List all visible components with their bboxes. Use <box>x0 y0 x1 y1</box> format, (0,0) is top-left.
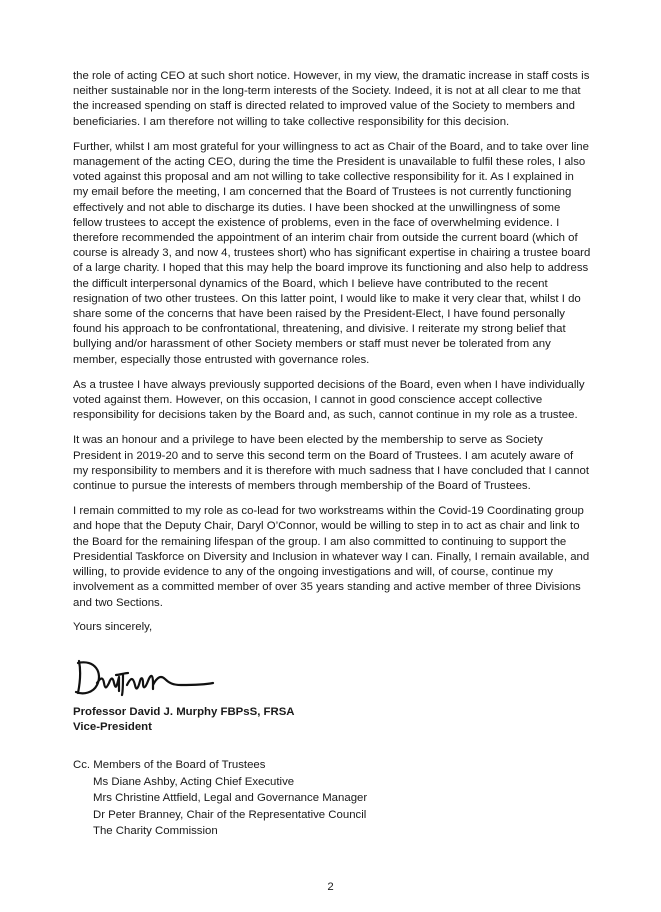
letter-body <box>73 69 591 611</box>
signer-title: Vice-President <box>73 720 152 733</box>
cc-heading: Cc. Members of the Board of Trustees <box>73 759 266 772</box>
handwritten-signature <box>73 655 223 699</box>
cc-recipient: Mrs Christine Attfield, Legal and Governance Manager <box>93 792 368 805</box>
cc-list <box>73 757 591 840</box>
paragraph: Further, whilst I am most grateful for your willingness to act as Chair of the Board, and to take over line management of the acting CEO, during the time the President is unavailable to fulfil these roles, I also voted against this proposal and am not willing to take collective responsibility for it. As I explained in my email before the meeting, I am concerned that the Board of Trustees is not currently functioning effectively and not able to discharge its duties. I have been shocked at the unwillingness of some fellow trustees to accept the existence of problems, even in the face of overwhelming evidence. I therefore recommended the appointment of an interim chair from outside the current board (which of course is already 3, and now 4, trustees short) who has significant expertise in chairing a trustee board of a large charity. I hoped that this may help the board improve its functioning and also help to address the difficult interpersonal dynamics of the Board, which I believe have contributed to the recent resignation of two other trustees. On this latter point, I would like to make it very clear that, whilst I do share some of the concerns that have been raised by the President-Elect, I have found personally found his approach to be confrontational, threatening, and divisive. I reiterate my strong belief that bullying and/or harassment of other Society members or staff must never be tolerated from any member, especially those entrusted with governance roles. <box>73 140 591 366</box>
paragraph: It was an honour and a privilege to have been elected by the membership to serve as Society President in 2019-20 and to serve this second term on the Board of Trustees. I am acutely aware of my responsibility to members and it is therefore with much sadness that I have concluded that I cannot continue to pursue the interests of members through membership of the Board of Trustees. <box>73 434 590 493</box>
cc-recipient: The Charity Commission <box>93 825 218 838</box>
paragraph: the role of acting CEO at such short notice. However, in my view, the dramatic increase in staff costs is neither sustainable nor in the long-term interests of the Society. Indeed, it is not at all clear to me that the increased spending on staff is directed related to improved value of the Society to members and beneficiaries. I am therefore not willing to take collective responsibility for this decision. <box>73 70 590 128</box>
page-number: 2 <box>327 881 334 893</box>
cc-recipient: Ms Diane Ashby, Acting Chief Executive <box>93 775 295 788</box>
cc-recipient: Dr Peter Branney, Chair of the Representative Council <box>93 808 367 821</box>
closing-salutation: Yours sincerely, <box>73 620 153 633</box>
paragraph: As a trustee I have always previously supported decisions of the Board, even when I have individually voted against them. However, on this occasion, I cannot in good conscience accept collective responsibility for decisions taken by the Board and, as such, cannot continue in my role as a trustee. <box>73 378 585 422</box>
signer-name: Professor David J. Murphy FBPsS, FRSA <box>73 705 295 718</box>
paragraph: I remain committed to my role as co-lead for two workstreams within the Covid-19 Coordinating group and hope that the Deputy Chair, Daryl O’Connor, would be willing to step in to act as chair and link to the Board for the remaining lifespan of the group. I am also committed to continuing to support the Presidential Taskforce on Diversity and Inclusion in whatever way I can. Finally, I remain available, and willing, to provide evidence to any of the ongoing investigations and will, of course, continue my involvement as a committed member of over 35 years standing and active member of three Divisions and two Sections. <box>73 505 590 609</box>
